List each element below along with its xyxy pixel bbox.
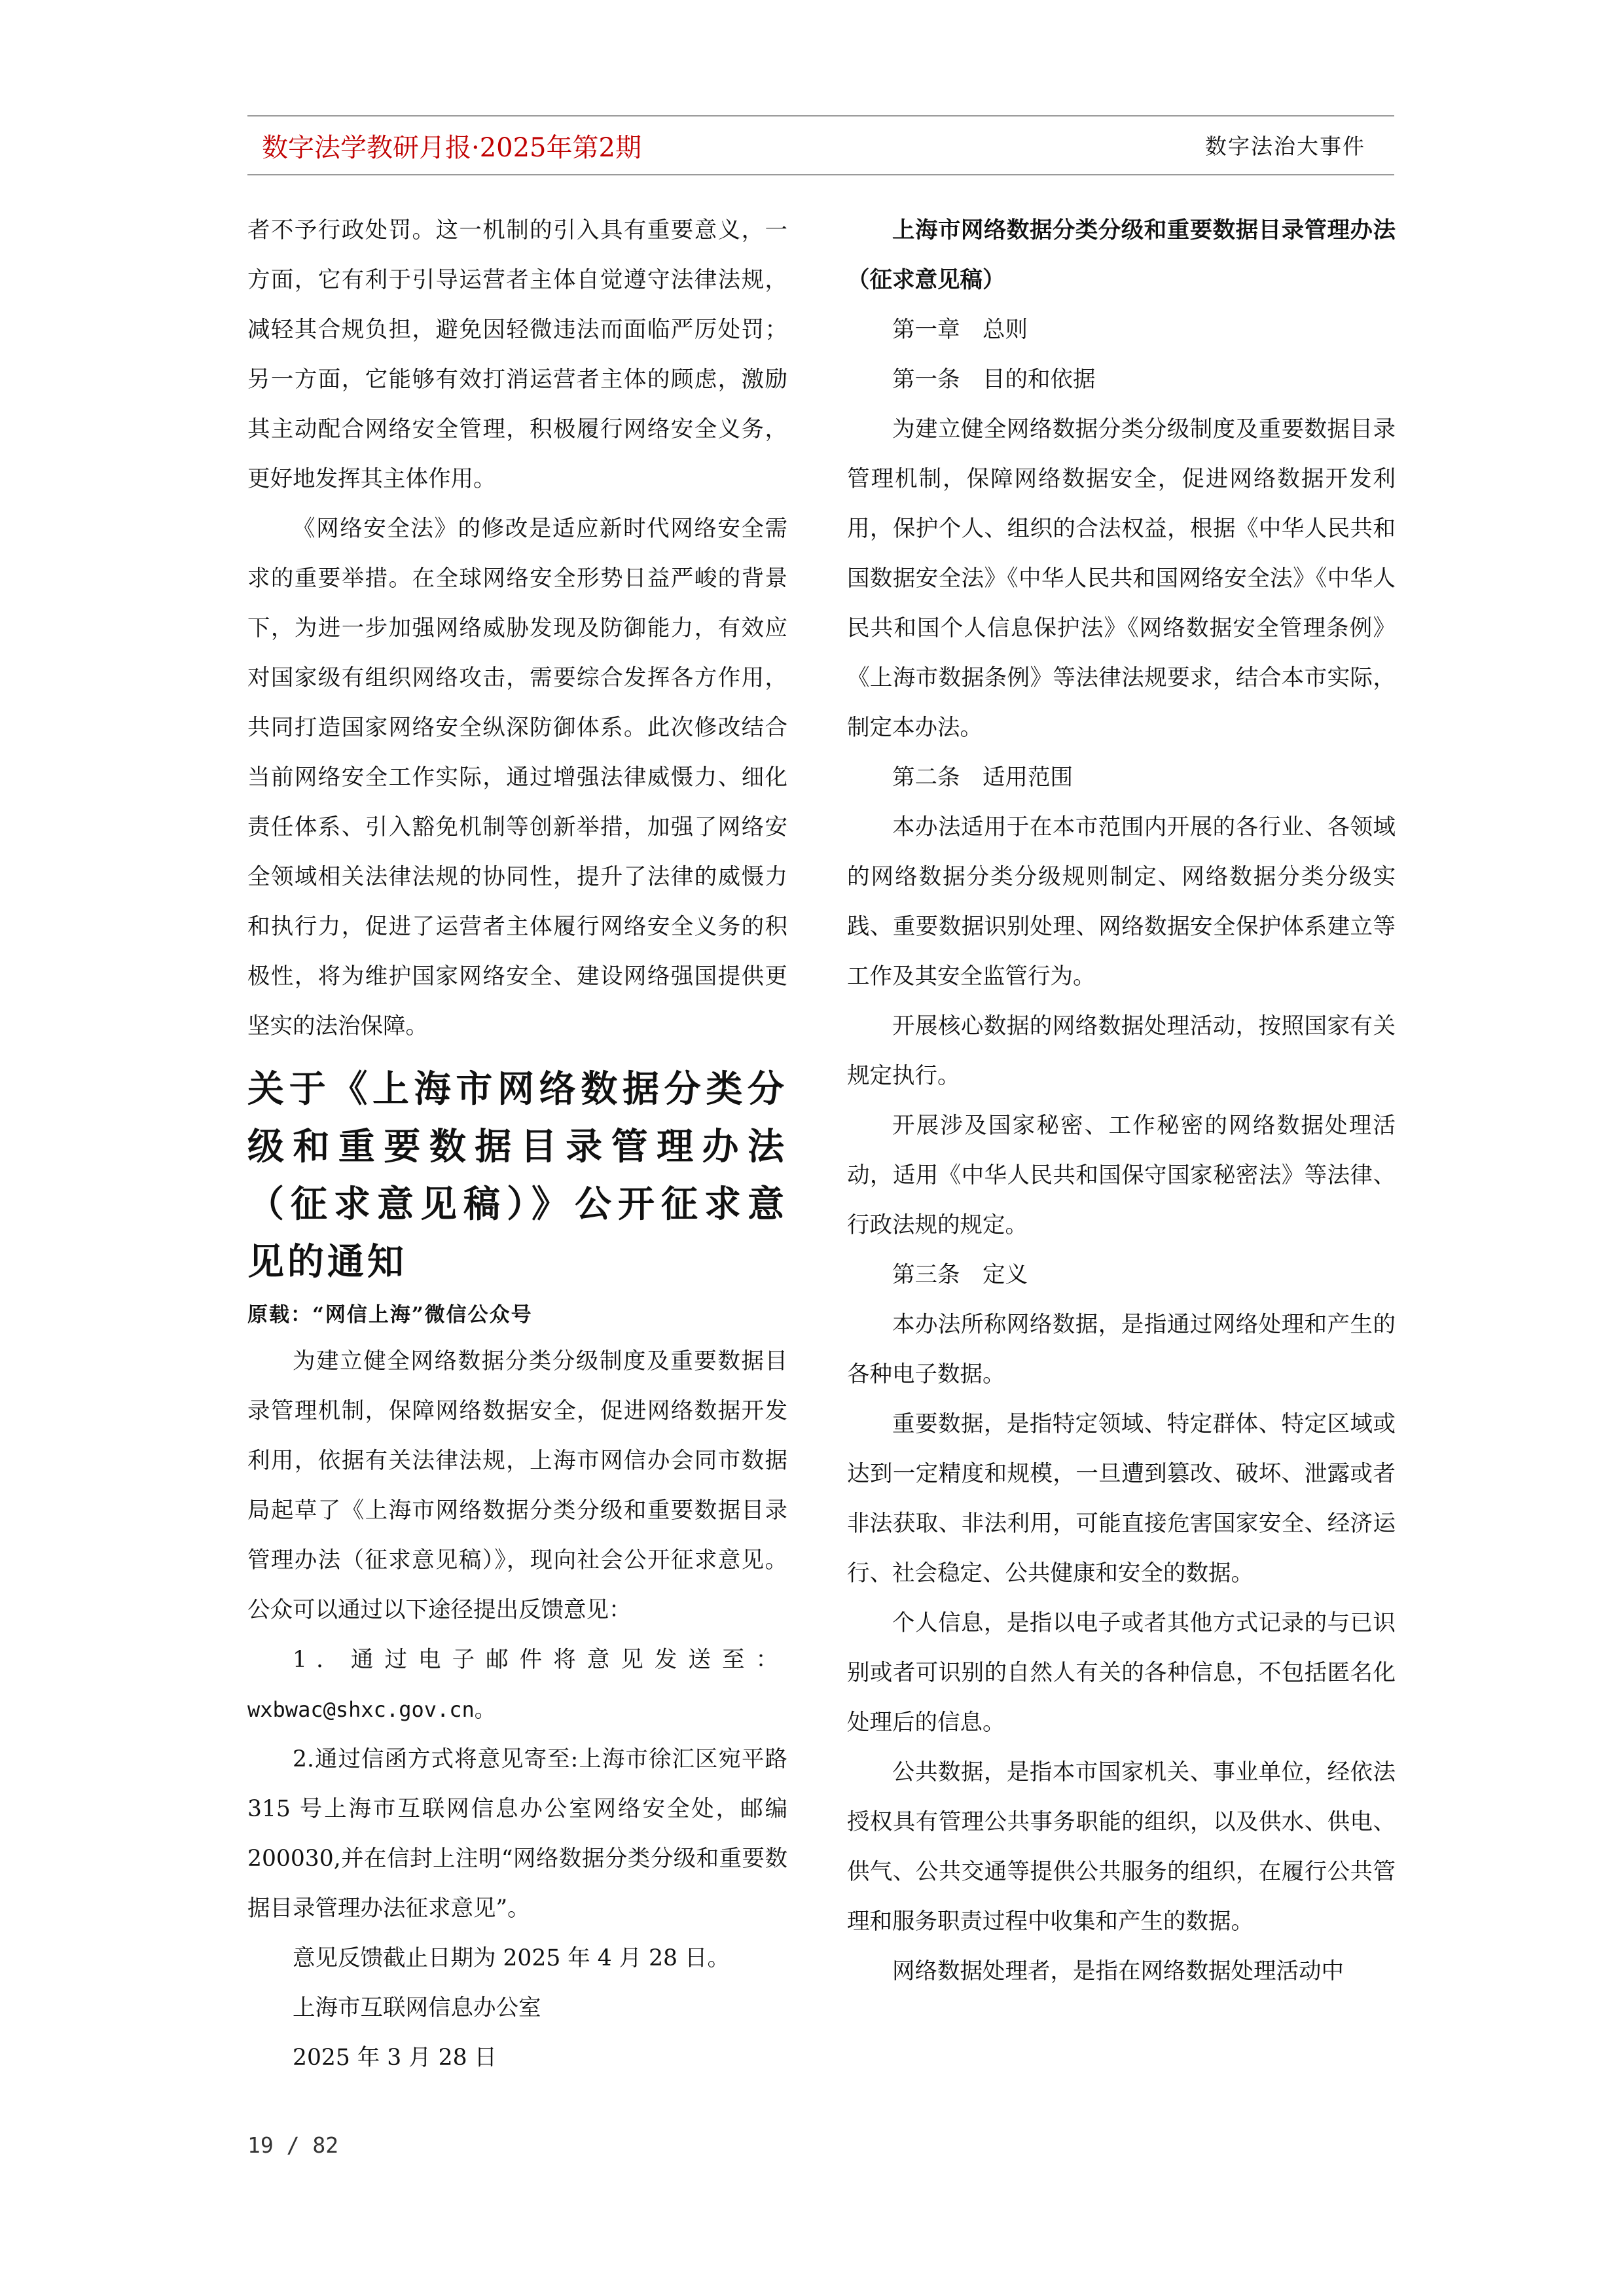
paragraph: 者不予行政处罚。这一机制的引入具有重要意义，一方面，它有利于引导运营者主体自觉遵守法律法规，减轻其合规负担，避免因轻微违法而面临严厉处罚；另一方面，它能够有效打消运营者主体的顾虑，激励其主动配合网络安全管理，积极履行网络安全义务，更好地发挥其主体作用。 — [247, 217, 787, 492]
right-column — [847, 206, 1396, 1996]
article-heading: 第一条 目的和依据 — [892, 367, 1096, 393]
paragraph: 2.通过信函方式将意见寄至:上海市徐汇区宛平路 315 号上海市互联网信息办公室网络安全处，邮编 200030,并在信封上注明“网络数据分类分级和重要数据目录管理办法征求意见”。 — [247, 1746, 787, 1922]
signature-org: 上海市互联网信息办公室 — [293, 1995, 541, 2021]
email-address[interactable]: wxbwac@shxc.gov.cn。 — [247, 1697, 496, 1722]
paragraph: 重要数据，是指特定领域、特定群体、特定区域或达到一定精度和规模，一旦遭到篡改、破坏、泄露或者非法获取、非法利用，可能直接危害国家安全、经济运行、社会稳定、公共健康和安全的数据。 — [847, 1411, 1396, 1587]
paragraph: 公共数据，是指本市国家机关、事业单位，经依法授权具有管理公共事务职能的组织，以及供水、供电、供气、公共交通等提供公共服务的组织，在履行公共管理和服务职责过程中收集和产生的数据。 — [847, 1759, 1396, 1935]
paragraph: 《网络安全法》的修改是适应新时代网络安全需求的重要举措。在全球网络安全形势日益严峻的背景下，为进一步加强网络威胁发现及防御能力，有效应对国家级有组织网络攻击，需要综合发挥各方作用，共同打造国家网络安全纵深防御体系。此次修改结合当前网络安全工作实际，通过增强法律威慑力、细化责任体系、引入豁免机制等创新举措，加强了网络安全领域相关法律法规的协同性，提升了法律的威慑力和执行力，促进了运营者主体履行网络安全义务的积极性，将为维护国家网络安全、建设网络强国提供更坚实的法治保障。 — [247, 516, 787, 1039]
section-name: 数字法治大事件 — [1205, 134, 1365, 159]
left-column — [247, 206, 787, 2083]
paragraph: 本办法所称网络数据，是指通过网络处理和产生的各种电子数据。 — [847, 1312, 1396, 1388]
running-header — [247, 115, 1394, 175]
paragraph: 开展涉及国家秘密、工作秘密的网络数据处理活动，适用《中华人民共和国保守国家秘密法》等法律、行政法规的规定。 — [847, 1113, 1396, 1238]
article-heading: 第二条 适用范围 — [892, 764, 1073, 791]
article-heading: 第三条 定义 — [892, 1262, 1028, 1288]
paragraph: 开展核心数据的网络数据处理活动，按照国家有关规定执行。 — [847, 1013, 1396, 1089]
paragraph: 个人信息，是指以电子或者其他方式记录的与已识别或者可识别的自然人有关的各种信息，不包括匿名化处理后的信息。 — [847, 1610, 1396, 1736]
document-title: 上海市网络数据分类分级和重要数据目录管理办法（征求意见稿） — [847, 217, 1396, 293]
paragraph: 网络数据处理者，是指在网络数据处理活动中 — [892, 1958, 1344, 1984]
signature-date: 2025 年 3 月 28 日 — [293, 2045, 497, 2071]
deadline-line: 意见反馈截止日期为 2025 年 4 月 28 日。 — [293, 1945, 730, 1971]
paragraph: 为建立健全网络数据分类分级制度及重要数据目录管理机制，保障网络数据安全，促进网络数据开发利用，保护个人、组织的合法权益，根据《中华人民共和国数据安全法》《中华人民共和国网络安全法》《中华人民共和国个人信息保护法》《网络数据安全管理条例》《上海市数据条例》等法律法规要求，结合本市实际，制定本办法。 — [847, 416, 1396, 741]
feedback-email-item — [247, 1635, 787, 1734]
source-line: 原载：“网信上海”微信公众号 — [247, 1303, 533, 1327]
paragraph: 本办法适用于在本市范围内开展的各行业、各领域的网络数据分类分级规则制定、网络数据分类分级实践、重要数据识别处理、网络数据安全保护体系建立等工作及其安全监管行为。 — [847, 814, 1396, 990]
email-lead: 1. 通过电子邮件将意见发送至： — [293, 1647, 787, 1673]
page-number: 19 / 82 — [247, 2132, 339, 2158]
journal-title: 数字法学教研月报·2025年第2期 — [262, 133, 641, 163]
chapter-heading: 第一章 总则 — [892, 317, 1028, 343]
notice-title: 关于《上海市网络数据分类分级和重要数据目录管理办法（征求意见稿）》公开征求意见的通知 — [247, 1067, 787, 1283]
paragraph: 为建立健全网络数据分类分级制度及重要数据目录管理机制，保障网络数据安全，促进网络数据开发利用，依据有关法律法规，上海市网信办会同市数据局起草了《上海市网络数据分类分级和重要数据目录管理办法（征求意见稿）》，现向社会公开征求意见。公众可以通过以下途径提出反馈意见： — [247, 1348, 787, 1623]
